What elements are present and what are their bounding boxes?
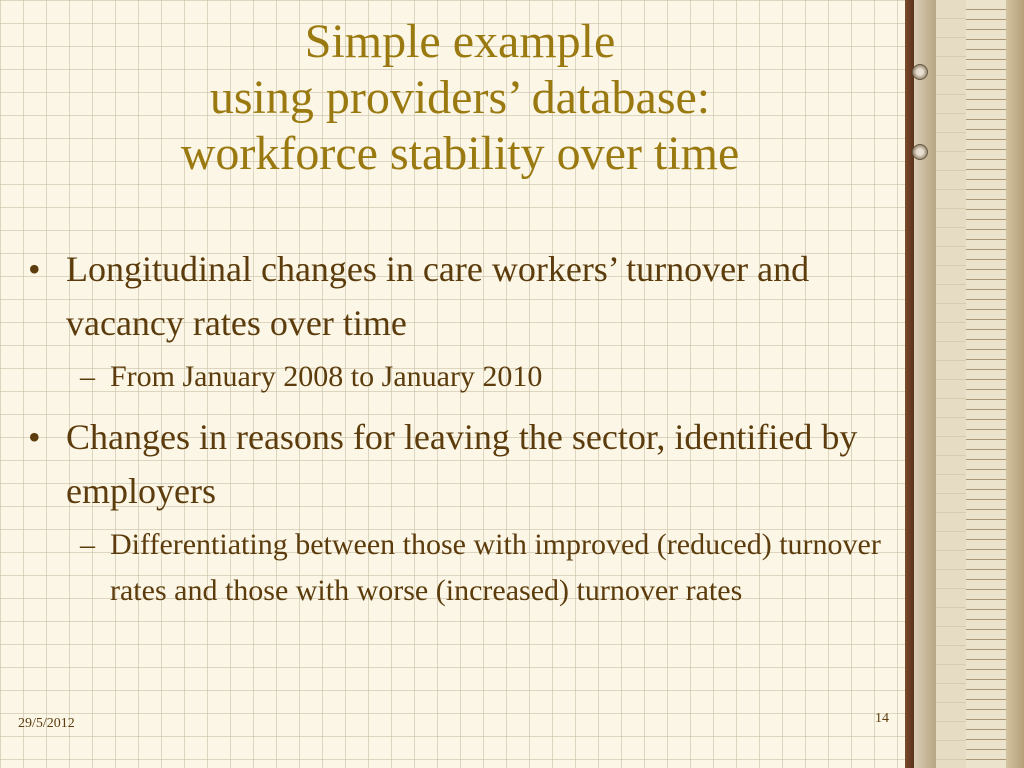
slide-title <box>60 14 860 182</box>
page-number: 14 <box>875 711 889 726</box>
ruler-decoration <box>905 0 1024 768</box>
bullet-item <box>24 410 884 518</box>
bullet-text: Changes in reasons for leaving the sector, identified by employers <box>66 417 858 511</box>
sub-bullet-text: From January 2008 to January 2010 <box>110 360 543 393</box>
sub-bullet-item <box>24 354 884 400</box>
sub-bullet-text: Differentiating between those with improved (reduced) turnover rates and those with worse (increased) turnover rates <box>110 528 881 607</box>
bullet-item <box>24 242 884 350</box>
title-line-3: workforce stability over time <box>180 127 740 180</box>
bullet-text: Longitudinal changes in care workers’ turnover and vacancy rates over time <box>66 249 810 343</box>
bullet-list <box>24 242 884 624</box>
bullet-dot-icon: • <box>28 417 41 457</box>
bullet-dot-icon: • <box>28 249 41 289</box>
ruler-scale-outer <box>966 0 1006 768</box>
ruler-edge <box>905 0 914 768</box>
dash-icon: – <box>80 528 95 561</box>
screw-icon <box>912 144 928 160</box>
title-line-2: using providers’ database: <box>209 71 711 124</box>
title-line-1: Simple example <box>304 15 616 68</box>
ruler-scale-inner <box>936 0 966 768</box>
sub-bullet-item <box>24 522 884 614</box>
dash-icon: – <box>80 360 95 393</box>
screw-icon <box>912 64 928 80</box>
ruler-rail <box>914 0 936 768</box>
footer-date: 29/5/2012 <box>18 716 75 731</box>
ruler-edge-right <box>1006 0 1024 768</box>
